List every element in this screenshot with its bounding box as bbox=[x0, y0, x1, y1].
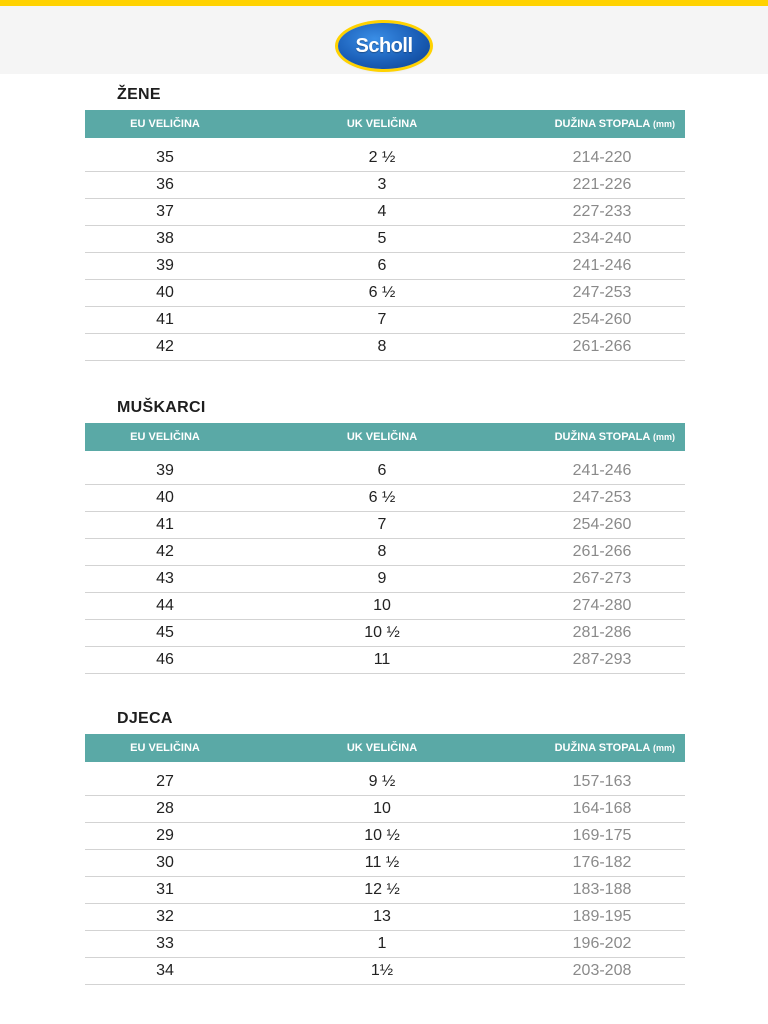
cell-eu-size: 33 bbox=[156, 935, 174, 952]
table-row bbox=[85, 226, 685, 253]
cell-eu-size: 32 bbox=[156, 908, 174, 925]
cell-foot-length: 241-246 bbox=[572, 462, 632, 479]
cell-uk-size: 11 bbox=[373, 651, 391, 668]
table-row bbox=[85, 512, 685, 539]
cell-uk-size: 10 bbox=[373, 597, 391, 614]
cell-foot-length: 157-163 bbox=[572, 773, 632, 790]
cell-foot-length: 247-253 bbox=[572, 489, 632, 506]
cell-foot-length: 274-280 bbox=[572, 597, 632, 614]
table-header bbox=[85, 734, 685, 762]
cell-foot-length: 261-266 bbox=[572, 338, 632, 355]
table-row bbox=[85, 145, 685, 172]
cell-uk-size: 11 ½ bbox=[364, 854, 400, 871]
table-row bbox=[85, 647, 685, 674]
cell-eu-size: 42 bbox=[156, 338, 174, 355]
table-row bbox=[85, 334, 685, 361]
table-row bbox=[85, 931, 685, 958]
cell-uk-size: 5 bbox=[377, 230, 387, 247]
section-title: DJECA bbox=[117, 710, 173, 727]
cell-uk-size: 10 bbox=[373, 800, 391, 817]
cell-eu-size: 29 bbox=[156, 827, 174, 844]
cell-foot-length: 227-233 bbox=[572, 203, 632, 220]
cell-uk-size: 10 ½ bbox=[364, 827, 400, 844]
cell-eu-size: 36 bbox=[156, 176, 174, 193]
table-row bbox=[85, 620, 685, 647]
col-header-uk: UK VELIČINA bbox=[346, 742, 418, 754]
cell-foot-length: 214-220 bbox=[572, 149, 632, 166]
table-row bbox=[85, 769, 685, 796]
cell-foot-length: 169-175 bbox=[572, 827, 632, 844]
cell-eu-size: 40 bbox=[156, 284, 174, 301]
table-row bbox=[85, 823, 685, 850]
cell-uk-size: 6 bbox=[377, 462, 387, 479]
cell-foot-length: 254-260 bbox=[572, 516, 632, 533]
cell-eu-size: 30 bbox=[156, 854, 174, 871]
table-row bbox=[85, 253, 685, 280]
cell-eu-size: 35 bbox=[156, 149, 174, 166]
cell-eu-size: 43 bbox=[156, 570, 174, 587]
cell-eu-size: 42 bbox=[156, 543, 174, 560]
col-header-eu: EU VELIČINA bbox=[130, 431, 200, 443]
header bbox=[0, 6, 768, 74]
table-body bbox=[85, 138, 685, 361]
table-header bbox=[85, 110, 685, 138]
table-body bbox=[85, 451, 685, 674]
table-row bbox=[85, 307, 685, 334]
cell-foot-length: 254-260 bbox=[572, 311, 632, 328]
cell-foot-length: 267-273 bbox=[572, 570, 632, 587]
cell-eu-size: 31 bbox=[156, 881, 174, 898]
col-header-uk: UK VELIČINA bbox=[346, 118, 418, 130]
table-row bbox=[85, 796, 685, 823]
col-header-uk: UK VELIČINA bbox=[346, 431, 418, 443]
cell-foot-length: 183-188 bbox=[572, 881, 632, 898]
section-title: ŽENE bbox=[117, 86, 161, 103]
cell-eu-size: 41 bbox=[156, 311, 174, 328]
cell-eu-size: 45 bbox=[156, 624, 174, 641]
table-row bbox=[85, 172, 685, 199]
cell-foot-length: 247-253 bbox=[572, 284, 632, 301]
col-header-length: DUŽINA STOPALA (mm) bbox=[554, 118, 675, 130]
table-row bbox=[85, 958, 685, 985]
col-header-eu: EU VELIČINA bbox=[130, 118, 200, 130]
size-table-men bbox=[85, 399, 685, 674]
cell-uk-size: 9 ½ bbox=[368, 773, 396, 790]
table-row bbox=[85, 850, 685, 877]
cell-uk-size: 13 bbox=[373, 908, 391, 925]
cell-foot-length: 241-246 bbox=[572, 257, 632, 274]
cell-eu-size: 46 bbox=[156, 651, 174, 668]
cell-foot-length: 287-293 bbox=[572, 651, 632, 668]
cell-foot-length: 234-240 bbox=[572, 230, 632, 247]
cell-uk-size: 6 ½ bbox=[368, 489, 396, 506]
cell-eu-size: 34 bbox=[156, 962, 174, 979]
cell-uk-size: 9 bbox=[377, 570, 387, 587]
cell-uk-size: 6 ½ bbox=[368, 284, 396, 301]
cell-uk-size: 8 bbox=[377, 543, 387, 560]
cell-eu-size: 28 bbox=[156, 800, 174, 817]
cell-uk-size: 1½ bbox=[370, 962, 394, 979]
table-row bbox=[85, 458, 685, 485]
section-title: MUŠKARCI bbox=[117, 399, 206, 416]
cell-uk-size: 8 bbox=[377, 338, 387, 355]
cell-eu-size: 41 bbox=[156, 516, 174, 533]
cell-eu-size: 39 bbox=[156, 462, 174, 479]
table-row bbox=[85, 593, 685, 620]
cell-foot-length: 281-286 bbox=[572, 624, 632, 641]
cell-uk-size: 1 bbox=[377, 935, 387, 952]
cell-uk-size: 2 ½ bbox=[368, 149, 396, 166]
table-row bbox=[85, 485, 685, 512]
cell-eu-size: 40 bbox=[156, 489, 174, 506]
cell-uk-size: 12 ½ bbox=[364, 881, 400, 898]
cell-uk-size: 6 bbox=[377, 257, 387, 274]
cell-foot-length: 221-226 bbox=[572, 176, 632, 193]
cell-foot-length: 189-195 bbox=[572, 908, 632, 925]
table-row bbox=[85, 280, 685, 307]
cell-foot-length: 203-208 bbox=[572, 962, 632, 979]
cell-uk-size: 7 bbox=[377, 516, 387, 533]
col-header-eu: EU VELIČINA bbox=[130, 742, 200, 754]
cell-uk-size: 4 bbox=[377, 203, 387, 220]
table-row bbox=[85, 199, 685, 226]
cell-eu-size: 27 bbox=[156, 773, 174, 790]
scholl-logo bbox=[338, 23, 430, 69]
cell-foot-length: 196-202 bbox=[572, 935, 632, 952]
cell-eu-size: 38 bbox=[156, 230, 174, 247]
cell-foot-length: 164-168 bbox=[572, 800, 632, 817]
size-table-kids bbox=[85, 710, 685, 985]
cell-eu-size: 44 bbox=[156, 597, 174, 614]
cell-eu-size: 37 bbox=[156, 203, 174, 220]
table-row bbox=[85, 539, 685, 566]
size-table-women bbox=[85, 86, 685, 361]
cell-foot-length: 176-182 bbox=[572, 854, 632, 871]
table-body bbox=[85, 762, 685, 985]
col-header-length: DUŽINA STOPALA (mm) bbox=[554, 431, 675, 443]
cell-foot-length: 261-266 bbox=[572, 543, 632, 560]
cell-eu-size: 39 bbox=[156, 257, 174, 274]
table-header bbox=[85, 423, 685, 451]
col-header-length: DUŽINA STOPALA (mm) bbox=[554, 742, 675, 754]
cell-uk-size: 7 bbox=[377, 311, 387, 328]
table-row bbox=[85, 877, 685, 904]
cell-uk-size: 3 bbox=[377, 176, 387, 193]
table-row bbox=[85, 904, 685, 931]
cell-uk-size: 10 ½ bbox=[364, 624, 400, 641]
logo-text: Scholl bbox=[355, 34, 413, 57]
table-row bbox=[85, 566, 685, 593]
